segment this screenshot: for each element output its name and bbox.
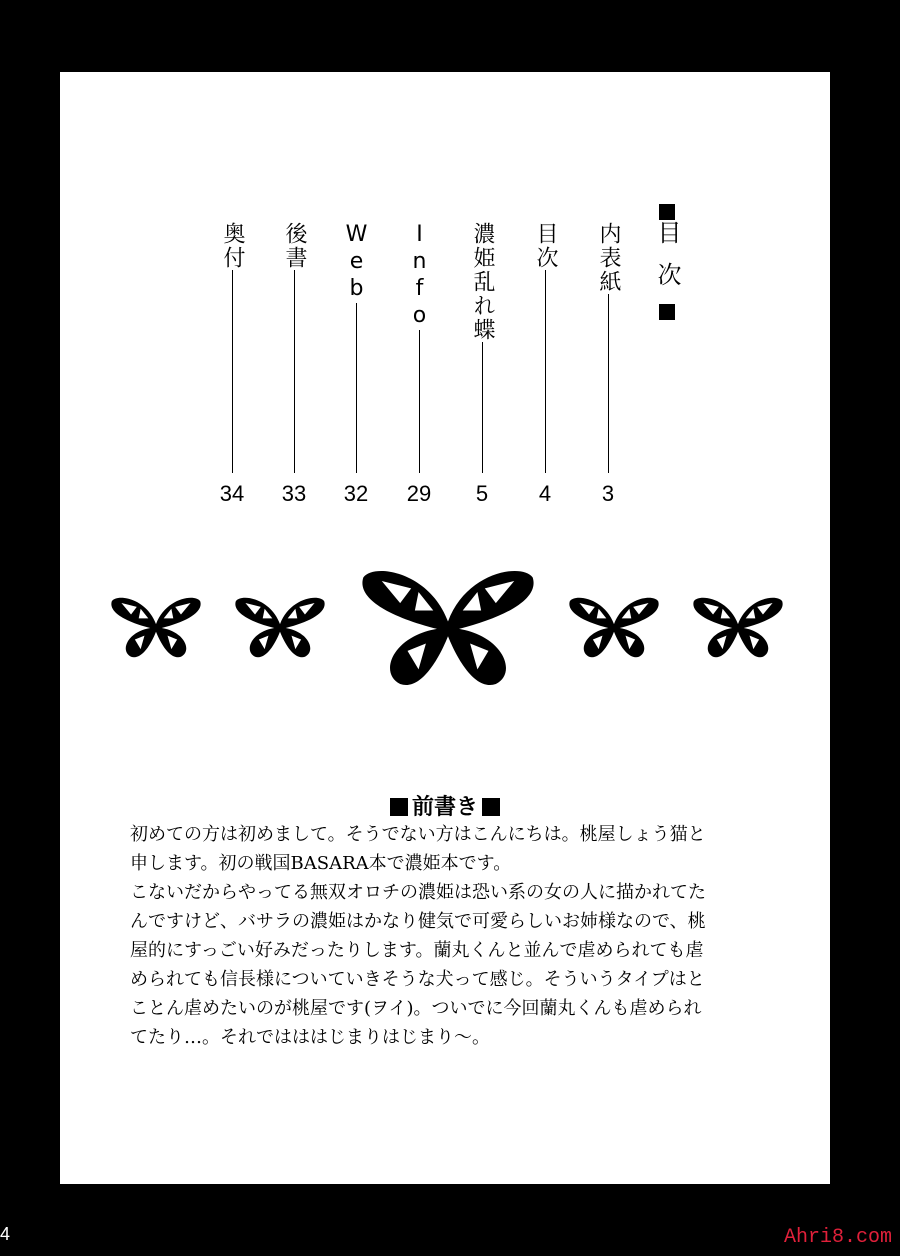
- toc-heading: 目次: [645, 204, 689, 320]
- leader-line: [482, 342, 483, 473]
- butterfly-icon: [108, 592, 204, 662]
- toc-entry-title: 奥付: [220, 222, 245, 270]
- square-bullet-icon: [482, 798, 500, 816]
- watermark-text: Ahri8.com: [783, 1226, 892, 1249]
- square-bullet-icon: [659, 304, 675, 320]
- butterfly-icon: [566, 592, 662, 662]
- toc-entry-colophon: [210, 222, 254, 507]
- toc-entry-info: [397, 222, 441, 507]
- leader-line: [545, 270, 546, 473]
- butterfly-icon: [690, 592, 786, 662]
- toc-entry-page: 32: [343, 481, 369, 506]
- toc-entry-page: 29: [406, 481, 432, 506]
- toc-entry-page: 5: [475, 481, 489, 506]
- preface-line: んですけど、バサラの濃姫はかなり健気で可愛らしいお姉様なので、桃: [130, 911, 706, 932]
- toc-entry-story: [460, 222, 504, 507]
- butterfly-icon: [356, 562, 540, 692]
- toc-entry-title: 目次: [533, 222, 558, 270]
- preface-line: 初めての方は初めまして。そうでない方はこんにちは。桃屋しょう猫と: [130, 824, 706, 845]
- butterfly-icon: [232, 592, 328, 662]
- leader-line: [419, 330, 420, 473]
- document-page: [60, 72, 830, 1184]
- preface-title: 前書き: [60, 790, 830, 821]
- toc-entry-page: 3: [601, 481, 615, 506]
- leader-line: [356, 303, 357, 473]
- toc-entry-afterword: [272, 222, 316, 507]
- toc-entry-title: Info: [407, 222, 432, 330]
- leader-line: [294, 270, 295, 473]
- preface-line: てたり…。それではははじまりはじまり〜。: [130, 1027, 490, 1048]
- toc-entry-cover: [586, 222, 630, 507]
- preface-line: められても信長様についていきそうな犬って感じ。そういうタイプはと: [130, 969, 705, 990]
- leader-line: [232, 270, 233, 473]
- preface-body: [130, 820, 790, 1052]
- preface-line: ことん虐めたいのが桃屋です(ヲイ)。ついでに今回蘭丸くんも虐められ: [130, 998, 702, 1019]
- toc-entry-page: 4: [538, 481, 552, 506]
- square-bullet-icon: [659, 204, 675, 220]
- leader-line: [608, 294, 609, 473]
- preface-line: 申します。初の戦国BASARA本で濃姫本です。: [130, 853, 512, 874]
- toc-entry-title: 内表紙: [596, 222, 621, 294]
- toc-entry-title: 濃姫乱れ蝶: [470, 222, 495, 342]
- preface-line: 屋的にすっごい好みだったりします。蘭丸くんと並んで虐められても虐: [130, 940, 704, 961]
- toc-entry-contents: [523, 222, 567, 507]
- toc-entry-page: 33: [281, 481, 307, 506]
- square-bullet-icon: [390, 798, 408, 816]
- preface-line: こないだからやってる無双オロチの濃姫は恐い系の女の人に描かれてた: [130, 882, 706, 903]
- toc-entry-title: 後書: [282, 222, 307, 270]
- toc-entry-title: Web: [344, 222, 369, 303]
- toc-entry-page: 34: [219, 481, 245, 506]
- toc-entry-web: [334, 222, 378, 507]
- page-number: 4: [0, 1224, 11, 1244]
